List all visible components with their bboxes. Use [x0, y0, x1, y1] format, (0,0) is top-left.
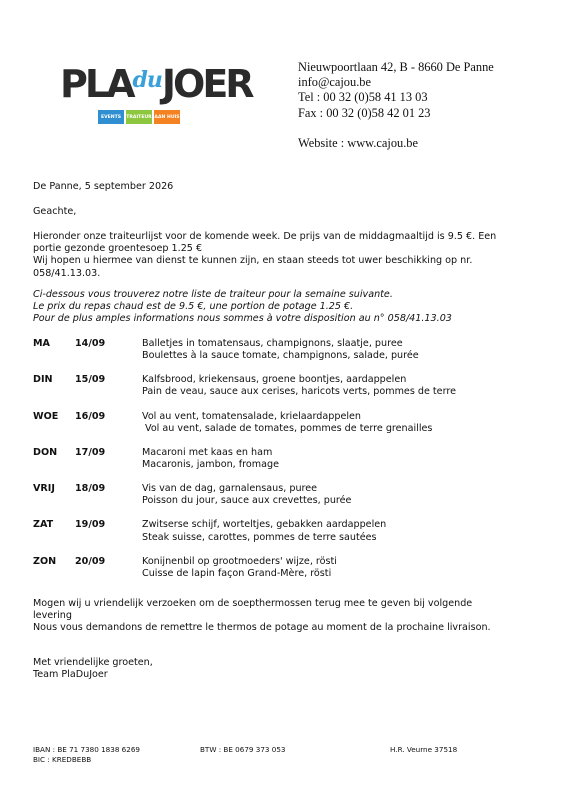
- menu-row-woe: [33, 411, 553, 435]
- menu-date: 15/09: [75, 374, 106, 386]
- logo-text-du: du: [132, 67, 162, 93]
- menu-row-zon: [33, 556, 553, 580]
- intro-fr-line: Le prix du repas chaud est de 9.5 €, une portion de potage 1.25 €.: [33, 301, 354, 313]
- menu-day: DIN: [33, 374, 53, 386]
- intro-fr-line: Ci-dessous vous trouverez notre liste de traiteur pour la semaine suivante.: [33, 289, 393, 300]
- signature: Team PlaDuJoer: [33, 669, 108, 681]
- menu-dish-fr: Steak suisse, carottes, pommes de terre sautées: [142, 531, 377, 543]
- menu-dish-fr: Vol au vent, salade de tomates, pommes de terre grenailles: [145, 422, 433, 434]
- intro-nl-line: Hieronder onze traiteurlijst voor de komende week. De prijs van de middagmaaltijd is 9.5 €. Een: [33, 231, 497, 242]
- logo-wordmark: [60, 62, 252, 112]
- menu-row-ma: [33, 338, 553, 362]
- logo-tags: [98, 110, 180, 124]
- menu-row-din: [33, 374, 553, 398]
- intro-dutch: [33, 231, 496, 280]
- menu-day: VRIJ: [33, 483, 55, 495]
- intro-nl-line: portie gezonde groentesoep 1.25 €: [33, 243, 203, 255]
- menu-day: ZON: [33, 555, 57, 567]
- menu-dish-nl: Vis van de dag, garnalensaus, puree: [142, 483, 318, 495]
- company-fax: Fax : 00 32 (0)58 42 01 23: [298, 105, 431, 120]
- sign-off: [33, 657, 153, 681]
- logo-tag-traiteur: TRAITEUR: [126, 110, 152, 124]
- menu-dish-nl: Macaroni met kaas en ham: [142, 446, 273, 458]
- footer-iban: IBAN : BE 71 7380 1838 6269: [33, 745, 140, 754]
- footer-bic: BIC : KREDBEBB: [33, 755, 92, 764]
- menu-day: MA: [33, 338, 50, 349]
- company-phone: Tel : 00 32 (0)58 41 13 03: [298, 90, 428, 105]
- closing-request: [33, 598, 491, 635]
- menu-date: 14/09: [75, 338, 106, 349]
- footer-bank: [33, 745, 140, 765]
- menu-row-vrij: [33, 483, 553, 507]
- letter-greeting: Geachte,: [33, 206, 77, 217]
- intro-nl-line: Wij hopen u hiermee van dienst te kunnen zijn, en staan steeds tot uwer beschikking op nr.: [33, 255, 473, 267]
- menu-dish-fr: Poisson du jour, sauce aux crevettes, purée: [142, 495, 352, 507]
- intro-fr-line: Pour de plus amples informations nous sommes à votre disposition au n° 058/41.13.03: [33, 313, 452, 325]
- closing-line: levering: [33, 610, 72, 622]
- menu-dish-nl: Vol au vent, tomatensalade, krielaardappelen: [142, 410, 362, 422]
- weekly-menu: [33, 338, 553, 592]
- menu-date: 17/09: [75, 446, 106, 458]
- menu-dish-fr: Macaronis, jambon, fromage: [142, 459, 279, 471]
- company-info: [298, 60, 494, 151]
- menu-date: 18/09: [75, 483, 106, 495]
- menu-dish-fr: Cuisse de lapin façon Grand-Mère, rösti: [142, 567, 332, 579]
- company-email[interactable]: info@cajou.be: [298, 75, 371, 90]
- menu-dish-fr: Pain de veau, sauce aux cerises, haricots verts, pommes de terre: [142, 386, 456, 398]
- company-logo: [60, 56, 252, 136]
- menu-row-don: [33, 447, 553, 471]
- company-website[interactable]: Website : www.cajou.be: [298, 135, 419, 150]
- logo-text-pla: PLA: [60, 62, 133, 106]
- intro-french: [33, 289, 452, 326]
- letter-date: De Panne, 5 september 2026: [33, 181, 174, 192]
- menu-date: 20/09: [75, 555, 106, 567]
- menu-date: 19/09: [75, 519, 106, 531]
- sign-off-line: Met vriendelijke groeten,: [33, 657, 153, 668]
- menu-dish-nl: Kalfsbrood, kriekensaus, groene boontjes, aardappelen: [142, 374, 407, 386]
- menu-row-zat: [33, 519, 553, 543]
- logo-text-joer: JOER: [161, 62, 252, 106]
- footer-hr: H.R. Veurne 37518: [390, 745, 458, 754]
- closing-line: Nous vous demandons de remettre le thermos de potage au moment de la prochaine livraison.: [33, 622, 491, 634]
- logo-tag-events: EVENTS: [98, 110, 124, 124]
- intro-nl-line: 058/41.13.03.: [33, 267, 101, 279]
- menu-dish-nl: Konijnenbil op grootmoeders' wijze, rösti: [142, 555, 337, 567]
- menu-day: DON: [33, 446, 58, 458]
- closing-line: Mogen wij u vriendelijk verzoeken om de soepthermossen terug mee te geven bij volgende: [33, 598, 473, 609]
- menu-dish-nl: Balletjes in tomatensaus, champignons, slaatje, puree: [142, 338, 403, 349]
- menu-date: 16/09: [75, 410, 106, 422]
- menu-dish-fr: Boulettes à la sauce tomate, champignons, salade, purée: [142, 350, 419, 362]
- menu-dish-nl: Zwitserse schijf, worteltjes, gebakken aardappelen: [142, 519, 387, 531]
- footer-btw: BTW : BE 0679 373 053: [200, 745, 286, 754]
- menu-day: WOE: [33, 410, 59, 422]
- company-address: Nieuwpoortlaan 42, B - 8660 De Panne: [298, 60, 494, 74]
- menu-day: ZAT: [33, 519, 54, 531]
- logo-tag-aan-huis: AAN HUIS: [154, 110, 180, 124]
